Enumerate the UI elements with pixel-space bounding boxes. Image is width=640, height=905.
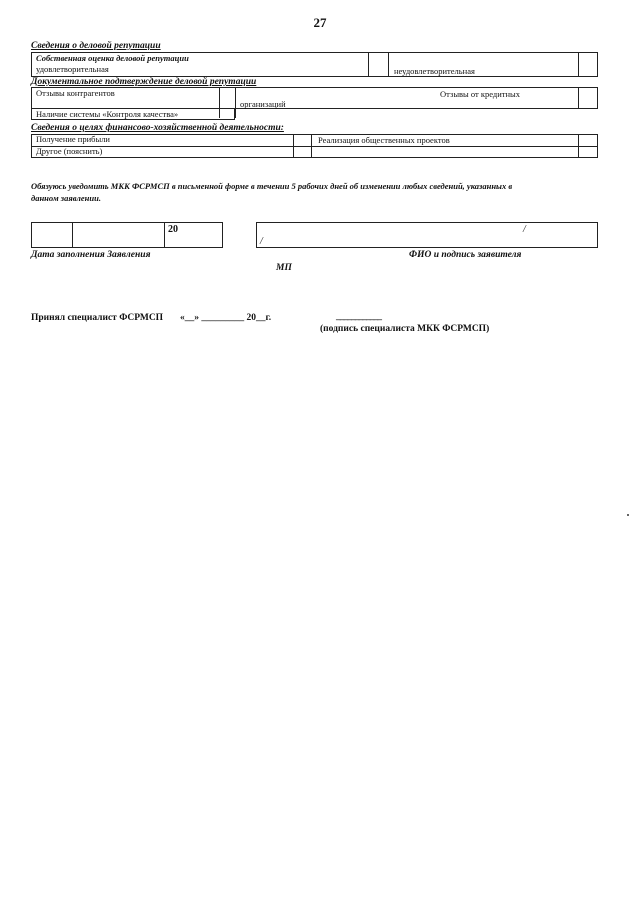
year-prefix: 20 — [168, 224, 178, 235]
page-number: 27 — [313, 15, 327, 30]
goal-other-label: Другое (пояснить) — [36, 146, 103, 156]
credit-reviews-label-line2: организаций — [240, 99, 286, 109]
date-caption: Дата заполнения Заявления — [31, 250, 151, 260]
credit-reviews-label-line1: Отзывы от кредитных — [440, 89, 520, 99]
applicant-signature-field[interactable] — [256, 222, 598, 248]
unsatisfactory-checkbox[interactable] — [578, 56, 597, 75]
specialist-signature-caption: (подпись специалиста МКК ФСРМСП) — [320, 324, 490, 334]
date-day-field[interactable] — [33, 224, 71, 246]
counterparty-reviews-checkbox[interactable] — [219, 88, 234, 107]
goal-other-explanation-field[interactable] — [320, 146, 575, 156]
option-satisfactory-label: удовлетворительная — [36, 64, 109, 74]
scan-mark — [627, 514, 629, 516]
signature-slash-top: / — [523, 224, 526, 235]
date-month-field[interactable] — [73, 224, 162, 246]
counterparty-reviews-label: Отзывы контрагентов — [36, 88, 115, 98]
applicant-signature-caption: ФИО и подпись заявителя — [409, 250, 522, 260]
acceptance-date-line[interactable]: «__» _________ 20__г. — [180, 313, 272, 323]
quality-control-checkbox[interactable] — [219, 109, 234, 119]
signature-slash-bottom: / — [260, 236, 263, 247]
goal-other-checkbox[interactable] — [293, 146, 310, 156]
goal-public-projects-checkbox[interactable] — [578, 135, 597, 145]
quality-control-label: Наличие системы «Контроля качества» — [36, 109, 179, 119]
stamp-label: МП — [276, 263, 292, 273]
option-unsatisfactory-label: неудовлетворительная — [394, 66, 475, 76]
commitment-note — [31, 180, 591, 204]
own-assessment-label: Собственная оценка деловой репутации — [36, 53, 189, 63]
goal-profit-checkbox[interactable] — [293, 135, 310, 145]
goals-section-title: Сведения о целях финансово-хозяйственной деятельности: — [31, 123, 284, 133]
table-divider — [311, 135, 312, 157]
credit-reviews-checkbox[interactable] — [578, 88, 597, 107]
goal-profit-label: Получение прибыли — [36, 134, 110, 144]
commitment-line-2: данном заявлении. — [31, 193, 101, 203]
satisfactory-checkbox[interactable] — [369, 56, 388, 75]
specialist-signature-line[interactable]: ____________ — [336, 312, 381, 322]
reputation-section-title: Сведения о деловой репутации — [31, 41, 161, 51]
documentary-section-title: Документальное подтверждение деловой репутации — [31, 77, 257, 87]
goal-public-projects-label: Реализация общественных проектов — [318, 135, 450, 145]
table-divider — [388, 53, 389, 76]
date-year-field[interactable] — [165, 224, 222, 246]
table-divider — [235, 88, 236, 118]
commitment-line-1: Обязуюсь уведомить МКК ФСРМСП в письменной форме в течении 5 рабочих дней об изменении любых сведений, указанных в — [31, 181, 513, 191]
accepted-by-label: Принял специалист ФСРМСП — [31, 313, 164, 323]
